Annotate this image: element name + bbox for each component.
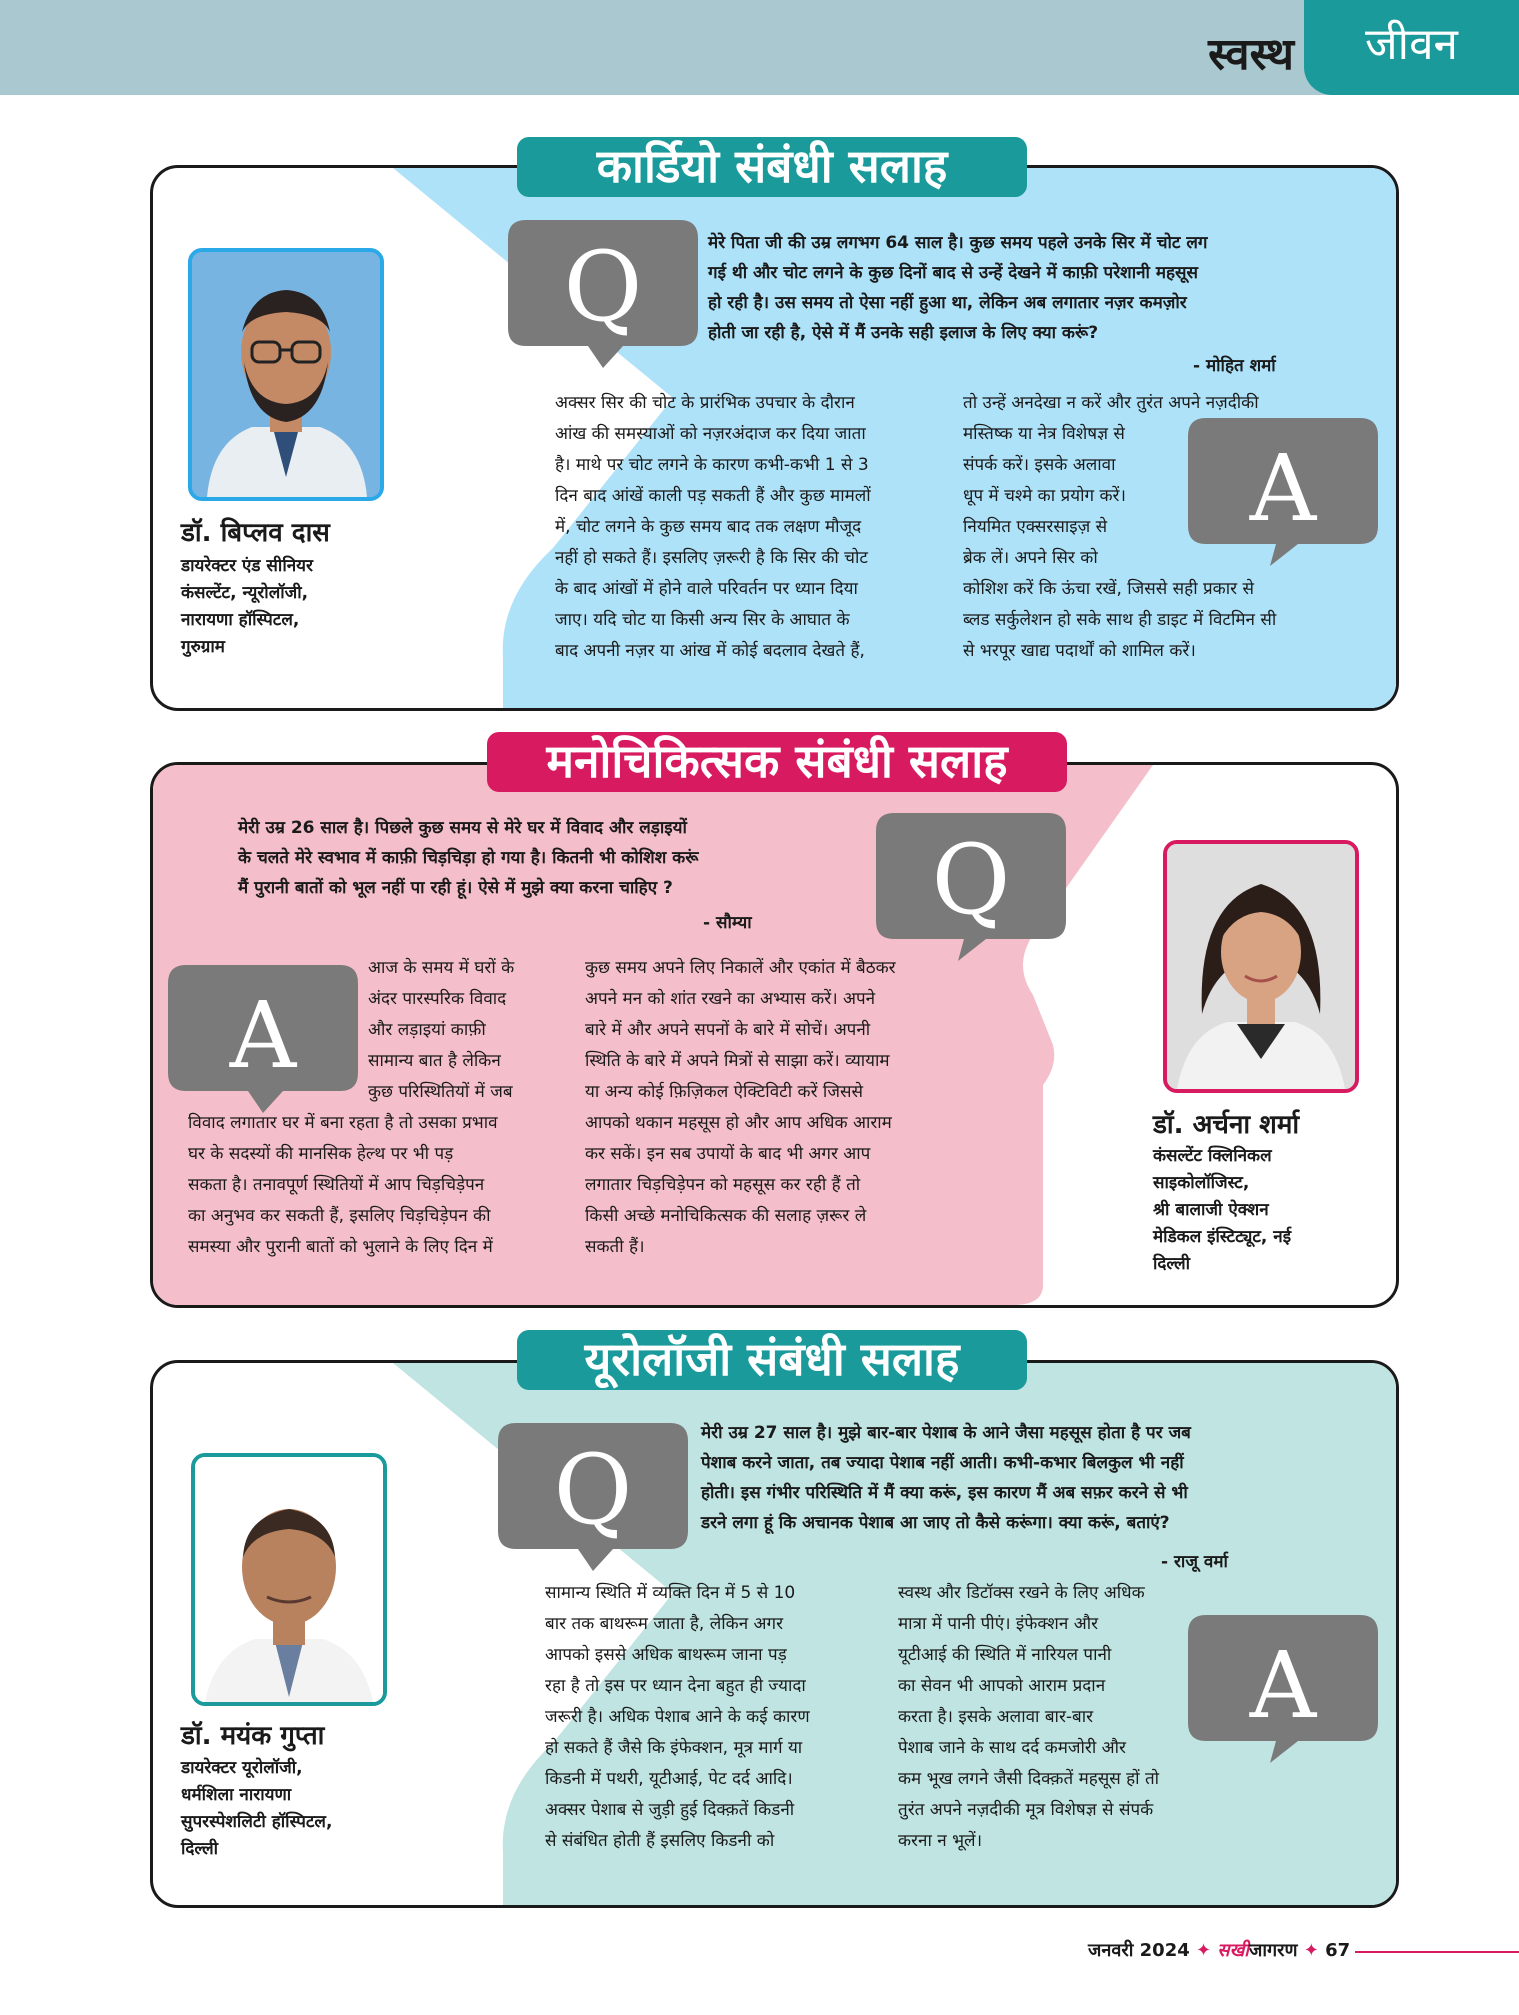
question-line: हो रही है। उस समय तो ऐसा नहीं हुआ था, लेकिन अब लगातार नज़र कमज़ोर: [708, 293, 1187, 313]
psych-panel: [150, 762, 1399, 1308]
q-letter: Q: [931, 824, 1011, 936]
question-bubble-icon: [498, 1423, 688, 1571]
answer-line: रहा है तो इस पर ध्यान देना बहुत ही ज्यादा: [545, 1676, 806, 1696]
question-author: - सौम्या: [703, 913, 752, 933]
page-number: 67: [1325, 1940, 1351, 1961]
question-line: मेरी उम्र 27 साल है। मुझे बार-बार पेशाब के आने जैसा महसूस होता है पर जब: [701, 1423, 1191, 1443]
doctor-photo: [1163, 840, 1359, 1093]
answer-bubble-icon: [168, 965, 358, 1113]
answer-line: घर के सदस्यों की मानसिक हेल्थ पर भी पड़: [188, 1144, 454, 1164]
doctor-title-line: साइकोलॉजिस्ट,: [1153, 1173, 1250, 1193]
answer-line: अपने मन को शांत रखने का अभ्यास करें। अपने: [585, 989, 876, 1009]
answer-line: तुरंत अपने नज़दीकी मूत्र विशेषज्ञ से संपर्क: [898, 1800, 1154, 1820]
answer-line: संपर्क करें। इसके अलावा: [963, 455, 1116, 475]
answer-column-1: [555, 388, 950, 667]
answer-line: ब्रेक लें। अपने सिर को: [963, 548, 1098, 568]
question-author: - मोहित शर्मा: [1193, 356, 1276, 376]
doctor-title: [181, 553, 313, 661]
a-letter: A: [1249, 1632, 1317, 1739]
answer-line: स्वस्थ और डिटॉक्स रखने के लिए अधिक: [898, 1583, 1145, 1603]
subsection-tab: जीवन: [1304, 0, 1519, 95]
doctor-title-line: कंसल्टेंट, न्यूरोलॉजी,: [181, 583, 309, 603]
a-letter: A: [1249, 435, 1317, 542]
answer-line: धूप में चश्मे का प्रयोग करें।: [963, 486, 1126, 506]
doctor-name: डॉ. मयंक गुप्ता: [181, 1721, 325, 1751]
answer-column-1: [545, 1578, 895, 1857]
doctor-title-line: कंसल्टेंट क्लिनिकल: [1153, 1146, 1272, 1166]
answer-line: बार तक बाथरूम जाता है, लेकिन अगर: [545, 1614, 784, 1634]
answer-line: सकता है। तनावपूर्ण स्थितियों में आप चिड़चिड़ेपन: [188, 1175, 485, 1195]
answer-column-2: [585, 953, 985, 1263]
question-bubble-icon: [876, 813, 1066, 961]
question-line: होती जा रही है, ऐसे में मैं उनके सही इलाज के लिए क्या करूं?: [708, 323, 1099, 343]
question-line: होती। इस गंभीर परिस्थिति में मैं क्या करूं, इस कारण मैं अब सफ़र करने से भी: [701, 1483, 1188, 1503]
doctor-portrait-icon: [192, 252, 380, 497]
answer-line: नियमित एक्सरसाइज़ से: [963, 517, 1108, 537]
doctor-title-line: डायरेक्टर यूरोलॉजी,: [181, 1758, 303, 1778]
doctor-title-line: मेडिकल इंस्टिट्यूट, नई: [1153, 1227, 1292, 1247]
answer-line: है। माथे पर चोट लगने के कारण कभी-कभी 1 से 3: [555, 455, 869, 475]
question-bubble-icon: [508, 220, 698, 368]
answer-bubble-icon: [1188, 1615, 1378, 1763]
q-letter: Q: [563, 231, 643, 343]
doctor-name: डॉ. बिप्लव दास: [181, 518, 330, 548]
star-icon: ✦: [1303, 1940, 1319, 1961]
answer-line: सामान्य स्थिति में व्यक्ति दिन में 5 से 10: [545, 1583, 796, 1603]
section-title: स्वस्थ: [1208, 29, 1294, 80]
answer-line: अंदर पारस्परिक विवाद: [368, 989, 507, 1009]
answer-line: यूटीआई की स्थिति में नारियल पानी: [898, 1645, 1112, 1665]
question-line: पेशाब करने जाता, तब ज्यादा पेशाब नहीं आती। कभी-कभार बिलकुल भी नहीं: [701, 1453, 1184, 1473]
doctor-photo: [191, 1453, 387, 1706]
q-letter: Q: [553, 1434, 633, 1546]
answer-line: नहीं हो सकते हैं। इसलिए ज़रूरी है कि सिर की चोट: [555, 548, 868, 568]
doctor-portrait-icon: [1167, 844, 1355, 1089]
answer-column-1-bottom: [188, 1108, 588, 1263]
answer-line: से भरपूर खाद्य पदार्थों को शामिल करें।: [963, 641, 1196, 661]
doctor-title-line: सुपरस्पेशलिटी हॉस्पिटल,: [181, 1812, 333, 1832]
uro-heading: यूरोलॉजी संबंधी सलाह: [517, 1330, 1027, 1390]
answer-line: का अनुभव कर सकती हैं, इसलिए चिड़चिड़ेपन की: [188, 1206, 491, 1226]
page-footer: [1088, 1938, 1350, 1962]
answer-line: किसी अच्छे मनोचिकित्सक की सलाह ज़रूर ले: [585, 1206, 867, 1226]
footer-brand-b: जागरण: [1248, 1940, 1298, 1961]
cardio-heading: कार्डियो संबंधी सलाह: [517, 137, 1027, 197]
answer-line: करना न भूलें।: [898, 1831, 983, 1851]
answer-line: कुछ समय अपने लिए निकालें और एकांत में बैठकर: [585, 958, 896, 978]
answer-line: के बाद आंखों में होने वाले परिवर्तन पर ध्यान दिया: [555, 579, 858, 599]
answer-line: मात्रा में पानी पीएं। इंफेक्शन और: [898, 1614, 1099, 1634]
answer-line: दिन बाद आंखें काली पड़ सकती हैं और कुछ मामलों: [555, 486, 871, 506]
question-line: मैं पुरानी बातों को भूल नहीं पा रही हूं। ऐसे में मुझे क्या करना चाहिए ?: [238, 878, 673, 898]
answer-line: से संबंधित होती हैं इसलिए किडनी को: [545, 1831, 775, 1851]
footer-rule: [1355, 1951, 1519, 1953]
answer-line: जरूरी है। अधिक पेशाब आने के कई कारण: [545, 1707, 810, 1727]
doctor-photo: [188, 248, 384, 501]
doctor-title-line: नारायणा हॉस्पिटल,: [181, 610, 300, 630]
answer-line: किडनी में पथरी, यूटीआई, पेट दर्द आदि।: [545, 1769, 793, 1789]
doctor-title-line: श्री बालाजी ऐक्शन: [1153, 1200, 1269, 1220]
question-text: [238, 813, 878, 903]
question-line: डरने लगा हूं कि अचानक पेशाब आ जाए तो कैसे करूंगा। क्या करूं, बताएं?: [701, 1513, 1170, 1533]
answer-line: अक्सर सिर की चोट के प्रारंभिक उपचार के दौरान: [555, 393, 855, 413]
answer-line: बारे में और अपने सपनों के बारे में सोचें। अपनी: [585, 1020, 871, 1040]
cardio-panel: [150, 165, 1399, 711]
footer-date: जनवरी 2024: [1088, 1940, 1190, 1961]
answer-line: करता है। इसके अलावा बार-बार: [898, 1707, 1094, 1727]
answer-line: ब्लड सर्कुलेशन हो सके साथ ही डाइट में विटमिन सी: [963, 610, 1277, 630]
answer-line: आपको थकान महसूस हो और आप अधिक आराम: [585, 1113, 892, 1133]
answer-column-1-top: [368, 953, 548, 1108]
answer-line: कम भूख लगने जैसी दिक्क़तें महसूस हों तो: [898, 1769, 1160, 1789]
star-icon: ✦: [1196, 1940, 1212, 1961]
footer-brand-a: सखी: [1217, 1940, 1249, 1961]
answer-line: हो सकते हैं जैसे कि इंफेक्शन, मूत्र मार्ग या: [545, 1738, 803, 1758]
answer-line: लगातार चिड़चिड़ेपन को महसूस कर रही हैं तो: [585, 1175, 861, 1195]
doctor-title-line: धर्मशिला नारायणा: [181, 1785, 292, 1805]
question-line: गई थी और चोट लगने के कुछ दिनों बाद से उन्हें देखने में काफ़ी परेशानी महसूस: [708, 263, 1199, 283]
doctor-portrait-icon: [195, 1457, 383, 1702]
answer-line: जाए। यदि चोट या किसी अन्य सिर के आघात के: [555, 610, 850, 630]
a-letter: A: [229, 982, 297, 1089]
answer-line: मस्तिष्क या नेत्र विशेषज्ञ से: [963, 424, 1125, 444]
answer-line: और लड़ाइयां काफ़ी: [368, 1020, 486, 1040]
doctor-title: [1153, 1143, 1291, 1278]
answer-line: तो उन्हें अनदेखा न करें और तुरंत अपने नज़दीकी: [963, 393, 1259, 413]
doctor-title: [181, 1755, 332, 1863]
question-line: के चलते मेरे स्वभाव में काफ़ी चिड़चिड़ा हो गया है। कितनी भी कोशिश करूं: [238, 848, 699, 868]
answer-line: सामान्य बात है लेकिन: [368, 1051, 501, 1071]
doctor-name: डॉ. अर्चना शर्मा: [1153, 1110, 1300, 1140]
answer-line: या अन्य कोई फ़िज़िकल ऐक्टिविटी करें जिससे: [585, 1082, 863, 1102]
doctor-title-line: दिल्ली: [1153, 1254, 1191, 1274]
answer-line: का सेवन भी आपको आराम प्रदान: [898, 1676, 1106, 1696]
psych-heading: मनोचिकित्सक संबंधी सलाह: [487, 732, 1067, 792]
answer-line: कर सकें। इन सब उपायों के बाद भी अगर आप: [585, 1144, 871, 1164]
answer-bubble-icon: [1188, 418, 1378, 566]
answer-line: आज के समय में घरों के: [368, 958, 515, 978]
answer-line: में, चोट लगने के कुछ समय बाद तक लक्षण मौजूद: [555, 517, 862, 537]
answer-line: पेशाब जाने के साथ दर्द कमजोरी और: [898, 1738, 1127, 1758]
answer-line: बाद अपनी नज़र या आंख में कोई बदलाव देखते हैं,: [555, 641, 865, 661]
question-author: - राजू वर्मा: [1161, 1552, 1228, 1572]
question-line: मेरी उम्र 26 साल है। पिछले कुछ समय से मेरे घर में विवाद और लड़ाइयों: [238, 818, 687, 838]
answer-line: समस्या और पुरानी बातों को भुलाने के लिए दिन में: [188, 1237, 493, 1257]
answer-line: अक्सर पेशाब से जुड़ी हुई दिक्क़तें किडनी: [545, 1800, 795, 1820]
answer-line: आंख की समस्याओं को नज़रअंदाज कर दिया जाता: [555, 424, 866, 444]
answer-line: कोशिश करें कि ऊंचा रखें, जिससे सही प्रकार से: [963, 579, 1254, 599]
uro-panel: [150, 1360, 1399, 1908]
doctor-title-line: डायरेक्टर एंड सीनियर: [181, 556, 313, 576]
answer-line: सकती हैं।: [585, 1237, 645, 1257]
question-line: मेरे पिता जी की उम्र लगभग 64 साल है। कुछ समय पहले उनके सिर में चोट लग: [708, 233, 1208, 253]
answer-line: कुछ परिस्थितियों में जब: [368, 1082, 513, 1102]
doctor-title-line: गुरुग्राम: [181, 637, 225, 657]
doctor-title-line: दिल्ली: [181, 1839, 219, 1859]
question-text: [701, 1418, 1351, 1538]
question-text: [708, 228, 1338, 348]
answer-line: आपको इससे अधिक बाथरूम जाना पड़: [545, 1645, 787, 1665]
answer-line: विवाद लगातार घर में बना रहता है तो उसका प्रभाव: [188, 1113, 498, 1133]
answer-line: स्थिति के बारे में अपने मित्रों से साझा करें। व्यायाम: [585, 1051, 890, 1071]
section-header-bar: [0, 0, 1519, 95]
